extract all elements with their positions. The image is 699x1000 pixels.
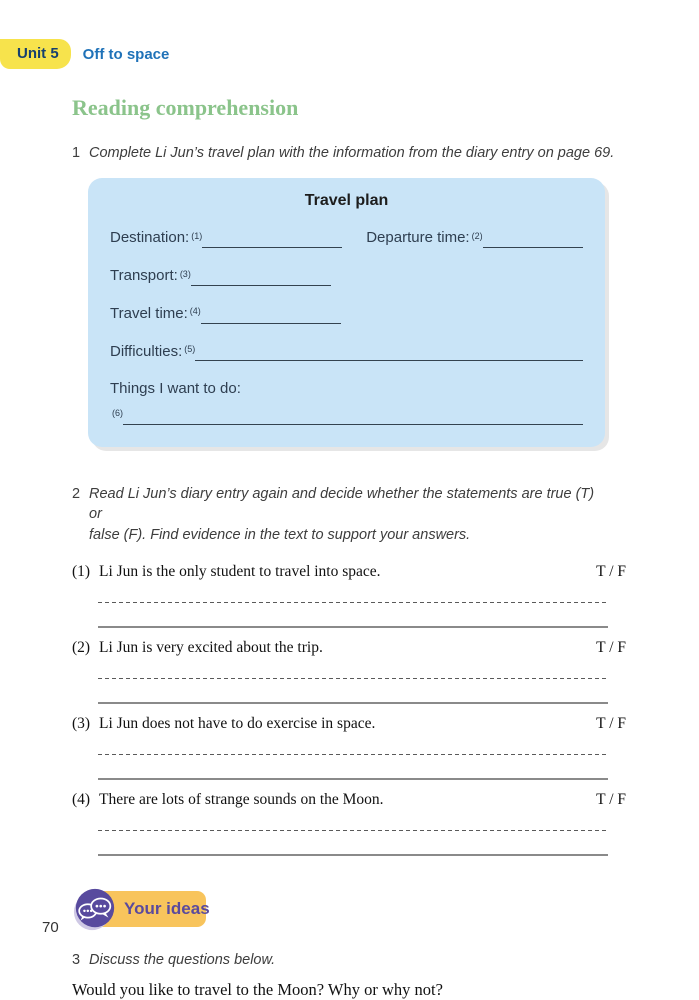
unit-badge bbox=[0, 39, 71, 69]
difficulties-blank-line bbox=[195, 347, 583, 361]
transport-sup: (3) bbox=[179, 268, 191, 279]
your-ideas-label: Your ideas bbox=[124, 898, 210, 918]
exercise1-text: Complete Li Jun’s travel plan with the information from the diary entry on page 69. bbox=[89, 145, 615, 161]
travel-plan-row-transport bbox=[110, 267, 583, 286]
exercise2-text bbox=[89, 484, 602, 545]
statement-4 bbox=[72, 791, 627, 856]
statement-3 bbox=[72, 715, 627, 780]
section-heading: Reading comprehension bbox=[72, 95, 299, 120]
travel-time-blank-line bbox=[201, 310, 341, 324]
statement-1-row bbox=[72, 563, 627, 581]
departure-blank-line bbox=[483, 234, 583, 248]
destination-label: Destination: bbox=[110, 229, 190, 247]
statement-3-tf: T / F bbox=[596, 714, 626, 732]
statement-1-answer-line-1 bbox=[98, 602, 608, 604]
exercise1-number: 1 bbox=[72, 145, 81, 161]
travel-time-label: Travel time: bbox=[110, 304, 188, 322]
destination-blank-line bbox=[202, 234, 342, 248]
things-blank-line bbox=[123, 411, 583, 425]
statement-2-text: Li Jun is very excited about the trip. bbox=[99, 638, 323, 656]
statement-2-number: (2) bbox=[72, 638, 91, 656]
travel-plan-row-things bbox=[110, 380, 583, 399]
difficulties-sup: (5) bbox=[184, 344, 196, 355]
page-content bbox=[0, 95, 699, 1000]
exercise2-number: 2 bbox=[72, 486, 81, 503]
travel-plan-row-travel-time bbox=[110, 305, 583, 324]
departure-field bbox=[366, 229, 583, 248]
travel-time-sup: (4) bbox=[189, 306, 201, 317]
things-label: Things I want to do: bbox=[110, 380, 241, 398]
travel-plan-row-difficulties bbox=[110, 343, 583, 362]
statement-3-answer-line-2 bbox=[98, 778, 608, 780]
travel-plan-row-things-line bbox=[110, 407, 583, 425]
statement-4-tf: T / F bbox=[596, 790, 626, 808]
exercise2-text-line1: Read Li Jun’s diary entry again and decide whether the statements are true (T) or bbox=[89, 486, 595, 523]
statement-3-answer-line-1 bbox=[98, 754, 608, 756]
things-sup: (6) bbox=[112, 407, 123, 418]
travel-time-field bbox=[110, 305, 341, 324]
statement-2-answer-line-2 bbox=[98, 702, 608, 704]
unit-title: Off to space bbox=[82, 45, 170, 63]
destination-field bbox=[110, 229, 342, 248]
speech-bubbles-icon bbox=[72, 886, 118, 932]
difficulties-field bbox=[110, 343, 583, 362]
statement-2-answer-line-1 bbox=[98, 678, 608, 680]
statement-4-row bbox=[72, 791, 627, 809]
statement-3-number: (3) bbox=[72, 714, 91, 732]
unit-header bbox=[0, 0, 699, 69]
your-ideas-badge bbox=[72, 886, 282, 932]
exercise1-instruction bbox=[72, 143, 627, 163]
statement-4-answer-line-1 bbox=[98, 830, 608, 832]
transport-field bbox=[110, 267, 331, 286]
travel-plan-box bbox=[88, 178, 605, 447]
exercise3-instruction bbox=[72, 950, 627, 970]
destination-sup: (1) bbox=[191, 230, 203, 241]
transport-blank-line bbox=[191, 272, 331, 286]
statement-2 bbox=[72, 639, 627, 704]
statement-4-text: There are lots of strange sounds on the Moon. bbox=[99, 790, 384, 808]
departure-sup: (2) bbox=[471, 230, 483, 241]
page-number: 70 bbox=[42, 919, 59, 936]
statement-1-number: (1) bbox=[72, 562, 91, 580]
exercise3-number: 3 bbox=[72, 951, 81, 968]
statement-2-tf: T / F bbox=[596, 638, 626, 656]
discussion-question: Would you like to travel to the Moon? Why or why not? bbox=[72, 980, 443, 1000]
departure-label: Departure time: bbox=[366, 229, 470, 247]
statement-2-row bbox=[72, 639, 627, 657]
exercise2-text-line2: false (F). Find evidence in the text to support your answers. bbox=[89, 526, 471, 543]
statement-1-text: Li Jun is the only student to travel into space. bbox=[99, 562, 381, 580]
travel-plan-row-destination-departure bbox=[110, 229, 583, 248]
unit-badge-label: Unit 5 bbox=[17, 45, 59, 62]
transport-label: Transport: bbox=[110, 267, 178, 285]
statement-3-text: Li Jun does not have to do exercise in space. bbox=[99, 714, 376, 732]
travel-plan-title: Travel plan bbox=[304, 192, 389, 210]
exercise2-instruction bbox=[72, 484, 602, 545]
statement-1 bbox=[72, 563, 627, 628]
statement-3-row bbox=[72, 715, 627, 733]
exercise3-text: Discuss the questions below. bbox=[89, 951, 276, 968]
statement-4-number: (4) bbox=[72, 790, 91, 808]
difficulties-label: Difficulties: bbox=[110, 342, 183, 360]
statement-1-tf: T / F bbox=[596, 562, 626, 580]
statement-4-answer-line-2 bbox=[98, 854, 608, 856]
statement-1-answer-line-2 bbox=[98, 626, 608, 628]
